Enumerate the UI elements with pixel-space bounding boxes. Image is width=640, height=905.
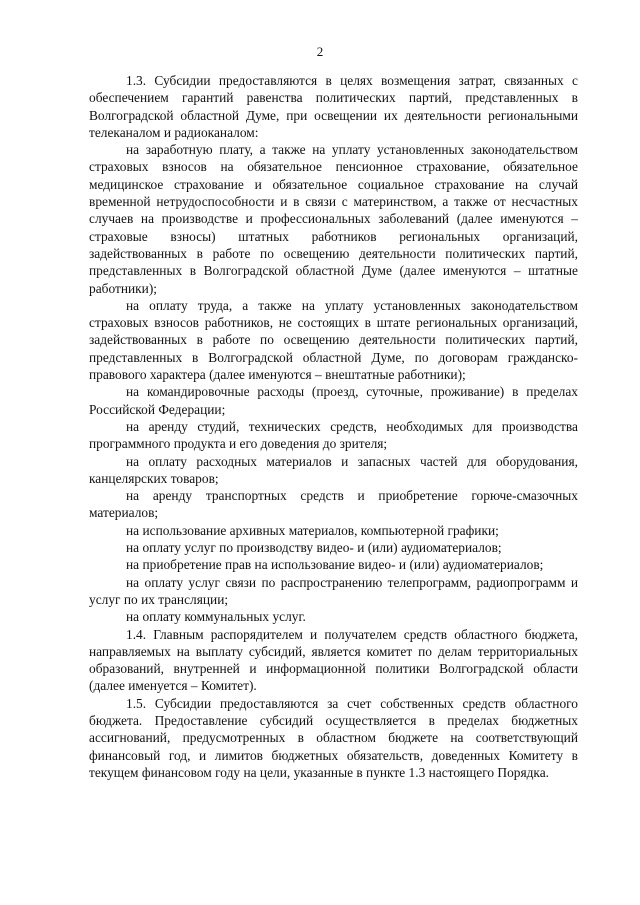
document-body	[89, 72, 578, 781]
list-item-consumables: на оплату расходных материалов и запасных частей для оборудования, канцелярских товаров;	[89, 453, 578, 486]
page-number: 2	[316, 44, 324, 59]
list-item-archive-materials: на использование архивных материалов, компьютерной графики;	[126, 522, 499, 538]
paragraph-1-5: 1.5. Субсидии предоставляются за счет собственных средств областного бюджета. Предоставление субсидий осуществляется в пределах бюджетных ассигнований, предусмотренных в областном бюджете на соответствующий финансовый год, и лимитов бюджетных обязательств, доведенных Комитету в текущем финансовом году на цели, указанные в пункте 1.3 настоящего Порядка.	[89, 695, 578, 780]
paragraph-1-4: 1.4. Главным распорядителем и получателем средств областного бюджета, направляемых на выплату субсидий, является комитет по делам территориальных образований, внутренней и информационной политики Волгоградской области (далее именуется – Комитет).	[89, 626, 578, 694]
list-item-salary: на заработную плату, а также на уплату установленных законодательством страховых взносов на обязательное пенсионное страхование, обязательное медицинское страхование и обязательное социальное страхование на случай временной нетрудоспособности и в связи с материнством, а также от несчастных случаев на производстве и профессиональных заболеваний (далее именуются – страховые взносы) штатных работников региональных организаций, задействованных в работе по освещению деятельности политических партий, представленных в Волгоградской областной Думе (далее именуются – штатные работники);	[89, 142, 578, 296]
list-item-labor-payment: на оплату труда, а также на уплату установленных законодательством страховых взносов работников, не состоящих в штате региональных организаций, задействованных в работе по освещению деятельности политических партий, представленных в Волгоградской областной Думе, по договорам гражданско-правового характера (далее именуются – внештатные работники);	[89, 297, 578, 383]
list-item-travel-expenses: на командировочные расходы (проезд, суточные, проживание) в пределах Российской Федерации;	[89, 384, 578, 417]
list-item-usage-rights: на приобретение прав на использование видео- и (или) аудиоматериалов;	[126, 557, 544, 573]
list-item-communication-services: на оплату услуг связи по распространению телепрограмм, радиопрограмм и услуг по их трансляции;	[89, 574, 578, 607]
list-item-studio-rent: на аренду студий, технических средств, необходимых для производства программного продукта и его доведения до зрителя;	[89, 418, 578, 452]
list-item-vehicle-rent: на аренду транспортных средств и приобретение горюче-смазочных материалов;	[89, 488, 578, 521]
list-item-utilities: на оплату коммунальных услуг.	[126, 609, 306, 625]
list-item-video-production: на оплату услуг по производству видео- и (или) аудиоматериалов;	[126, 540, 502, 556]
paragraph-1-3: 1.3. Субсидии предоставляются в целях возмещения затрат, связанных с обеспечением гарантий равенства политических партий, представленных в Волгоградской областной Думе, при освещении их деятельности региональными телеканалом и радиоканалом:	[89, 73, 578, 140]
